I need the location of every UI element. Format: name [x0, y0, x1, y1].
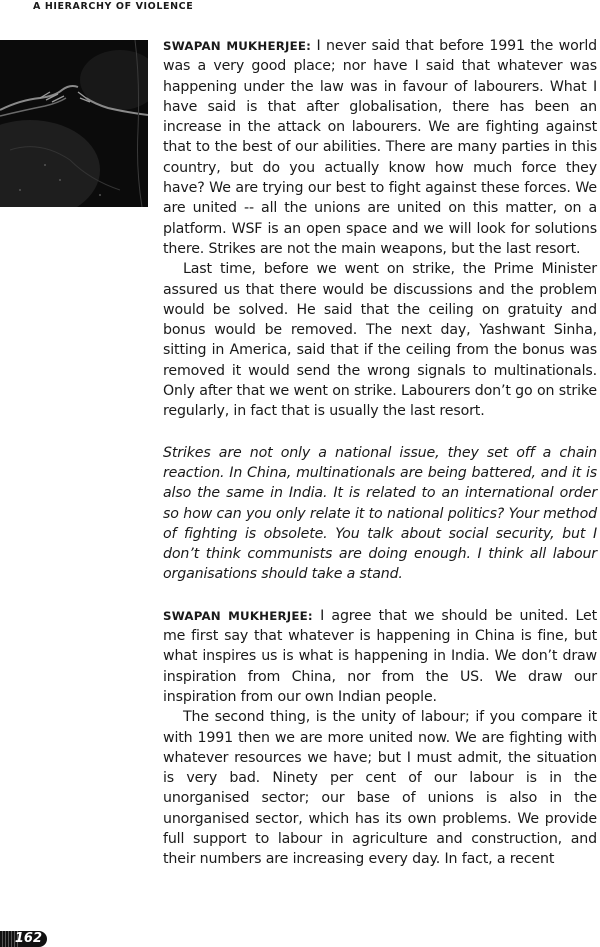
page-number-tab [0, 931, 47, 947]
answer-paragraph [163, 606, 597, 707]
hands-reaching-icon [0, 40, 148, 207]
speaker-label: SWAPAN MUKHERJEE: [163, 608, 313, 623]
speaker-label: SWAPAN MUKHERJEE: [163, 39, 312, 53]
page-number: 162 [14, 931, 42, 946]
question-paragraph: Strikes are not only a national issue, they set off a chain reaction. In China, multinationals are being battered, and it is also the same in India. It is related to an international order so how can you only relate it to national politics? Your method of fighting is obsolete. You talk about social security, but I don’t think communists are doing enough. I think all labour organisations should take a stand. [163, 444, 597, 583]
paragraph-text: I agree that we should be united. Let me first say that whatever is happening in China is fine, but what inspires us is what is happening in India. We don’t draw inspiration from China, nor from the US. We draw our inspiration from our own Indian people. [163, 607, 597, 705]
article-body [163, 36, 597, 870]
answer-paragraph [163, 36, 597, 259]
running-head: A HIERARCHY OF VIOLENCE [33, 1, 194, 12]
body-paragraph: Last time, before we went on strike, the Prime Minister assured us that there would be discussions and the problem would be solved. He said that the ceiling on gratuity and bonus would be removed. The next day, Yashwant Sinha, sitting in America, said that if the ceiling from the bonus was removed it would send the wrong signals to multinationals. Only after that we went on strike. Labourers don’t go on strike regularly, in fact that is usually the last resort. [163, 261, 597, 420]
body-paragraph: The second thing, is the unity of labour; if you compare it with 1991 then we are more united now. We are fighting with whatever resources we have; but I must admit, the situation is very bad. Ninety per cent of our labour is in the unorganised sector; our base of unions is also in the unorganised sector, which has its own problems. We provide full support to labour in agriculture and construction, and their numbers are increasing every day. In fact, a recent [163, 709, 597, 868]
paragraph-text: I never said that before 1991 the world was a very good place; nor have I said that whatever was happening under the law was in favour of labourers. What I have said is that after globalisation, there has been an increase in the attack on labourers. We are fighting against that to the best of our abilities. There are many parties in this country, but do you actually know how much force they have? We are trying our best to fight against these forces. We are united -- all the unions are united on this matter, on a platform. WSF is an open space and we will look for solutions there. Strikes are not the main weapons, but the last resort. [163, 38, 597, 257]
hands-reaching-image [0, 40, 148, 207]
